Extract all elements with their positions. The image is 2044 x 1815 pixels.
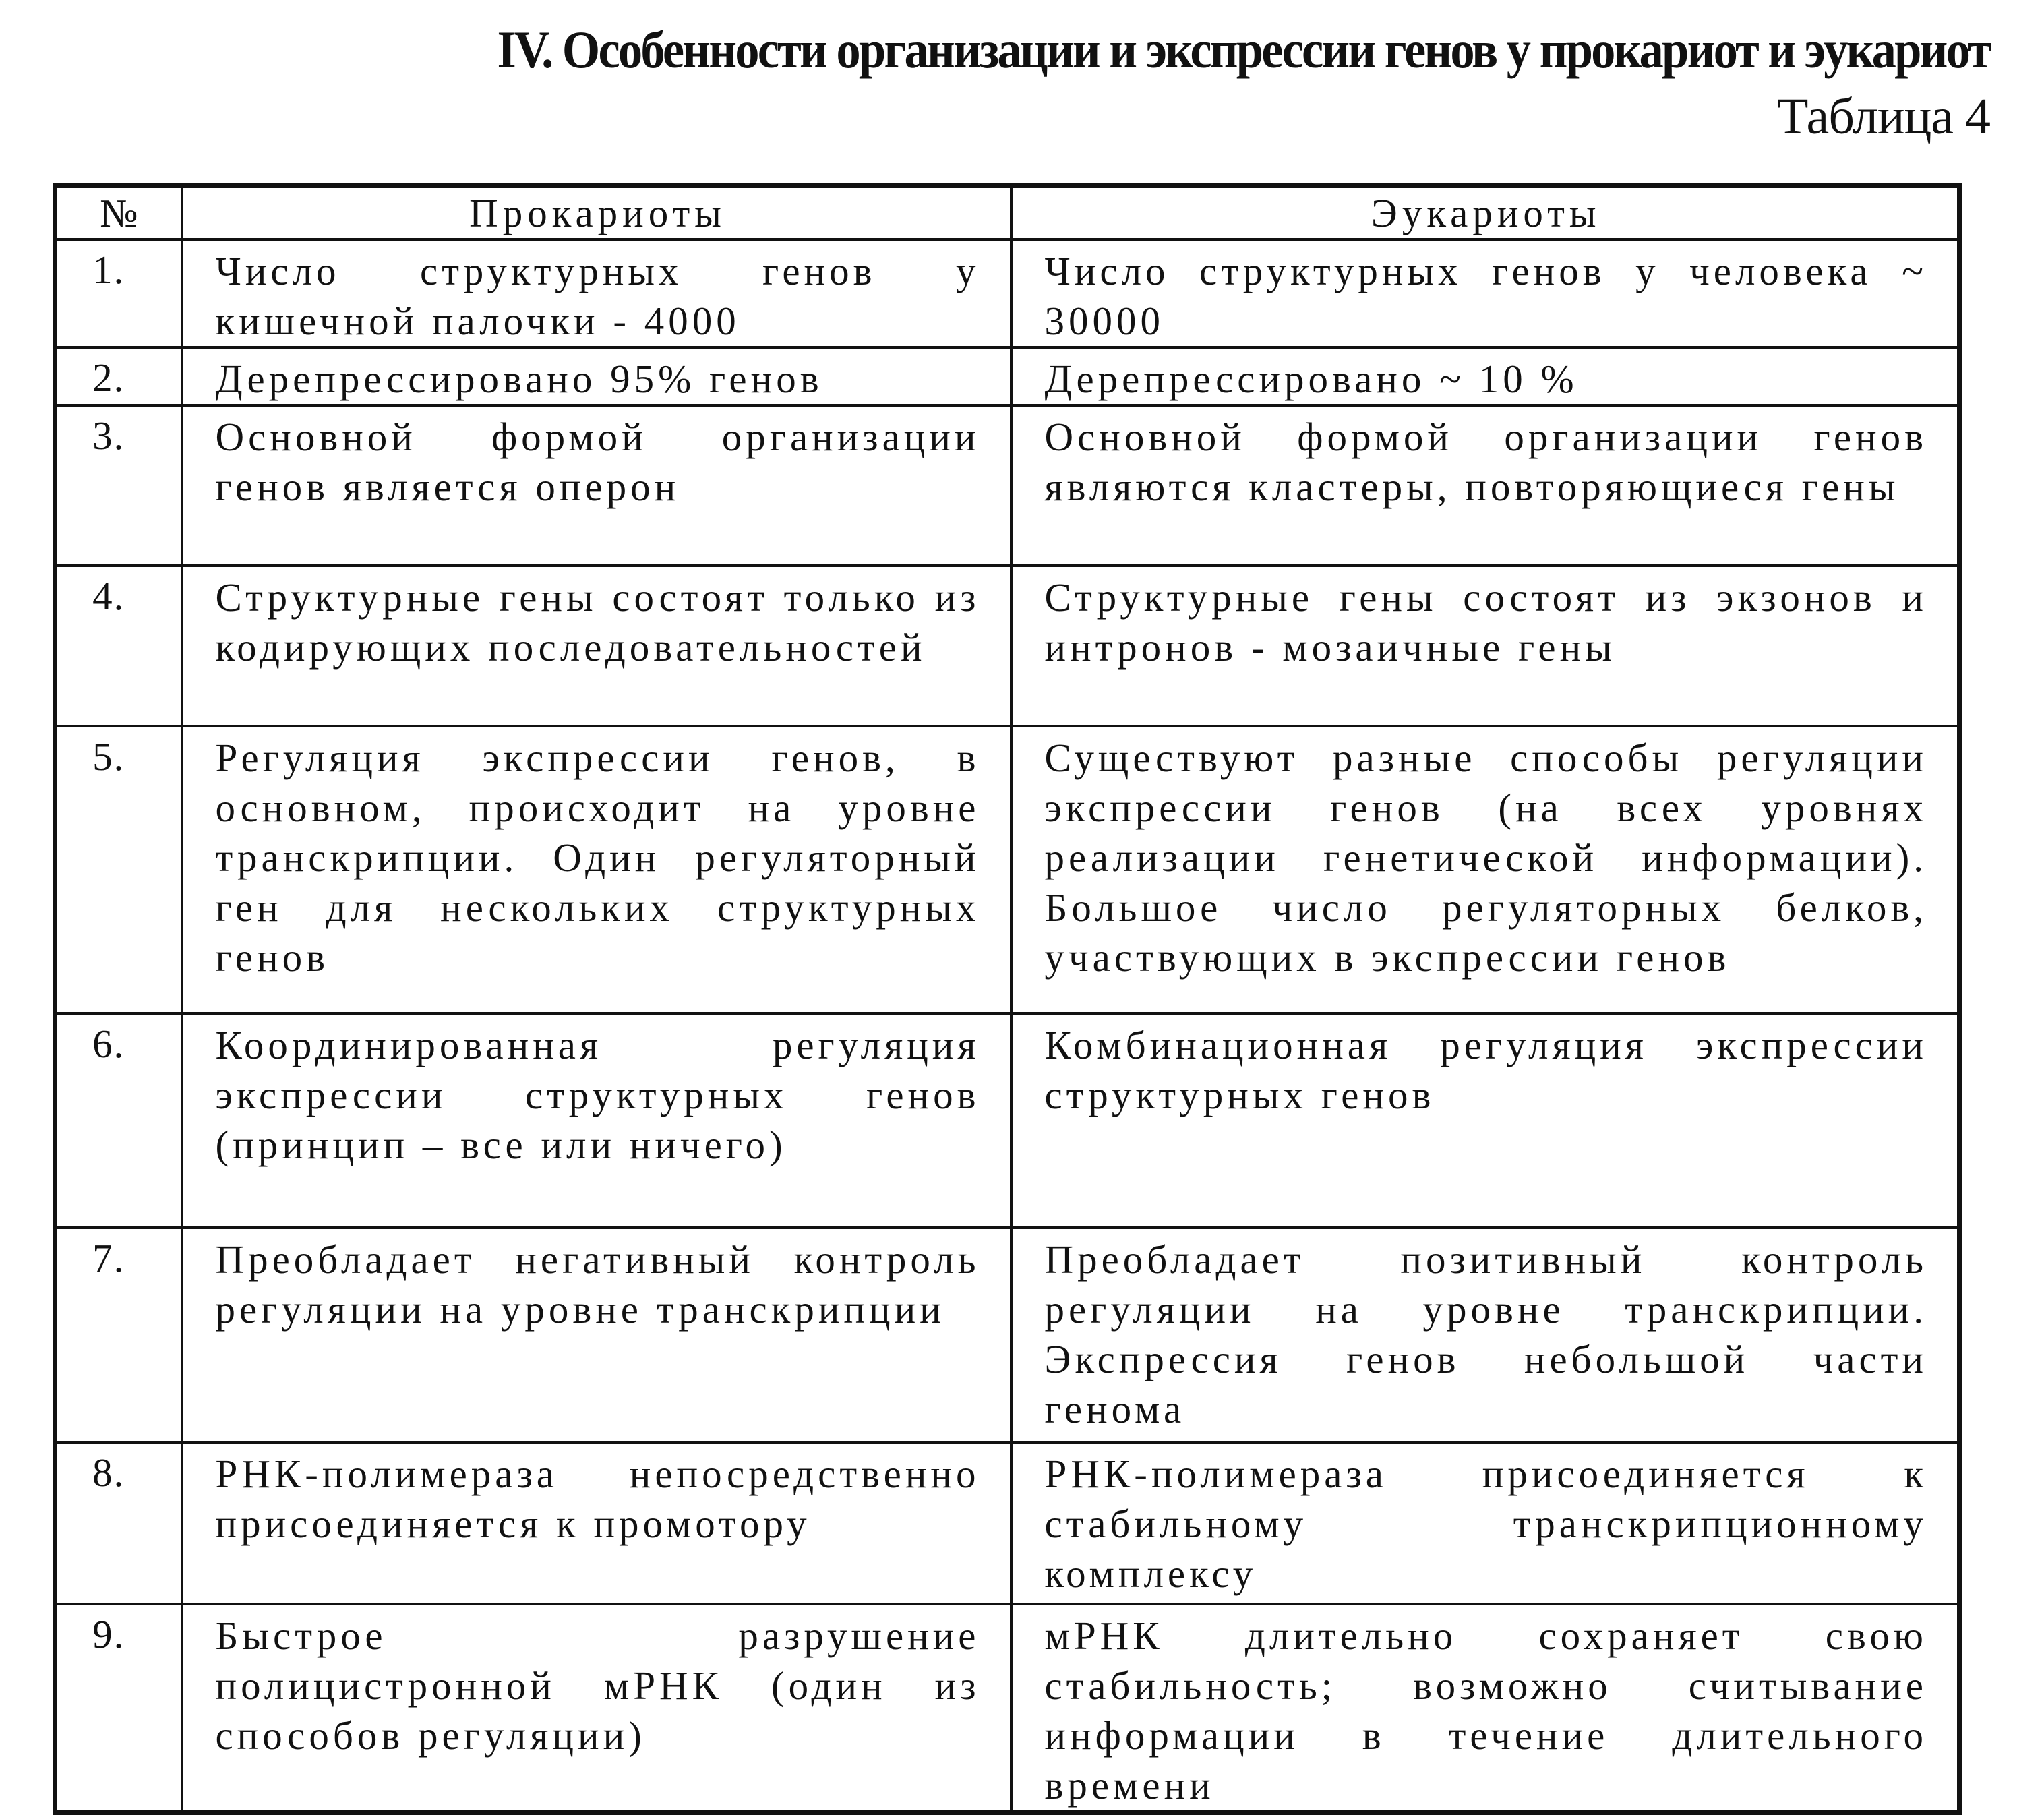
prokaryotes-cell: Основной формой организации генов является оперон	[182, 405, 1011, 566]
eukaryotes-cell: Основной формой организации генов являются кластеры, повторяющиеся гены	[1011, 405, 1960, 566]
row-number: 3.	[55, 405, 182, 566]
table-row	[55, 1228, 1960, 1442]
prokaryotes-cell: Координированная регуляция экспрессии структурных генов (принцип – все или ничего)	[182, 1013, 1011, 1228]
row-number: 8.	[55, 1442, 182, 1604]
prokaryotes-cell: Дерепрессировано 95% генов	[182, 347, 1011, 405]
row-number: 4.	[55, 566, 182, 726]
row-number: 1.	[55, 239, 182, 347]
eukaryotes-cell: Число структурных генов у человека ~ 30000	[1011, 239, 1960, 347]
eukaryotes-cell: Дерепрессировано ~ 10 %	[1011, 347, 1960, 405]
prokaryotes-cell: Регуляция экспрессии генов, в основном, происходит на уровне транскрипции. Один регуляторный ген для нескольких структурных генов	[182, 726, 1011, 1013]
eukaryotes-cell: Преобладает позитивный контроль регуляции на уровне транскрипции. Экспрессия генов небольшой части генома	[1011, 1228, 1960, 1442]
table-row	[55, 405, 1960, 566]
table-caption: Таблица 4	[1776, 88, 1990, 145]
eukaryotes-cell: мРНК длительно сохраняет свою стабильность; возможно считывание информации в течение длительного времени	[1011, 1604, 1960, 1813]
header-number: №	[55, 186, 182, 240]
prokaryotes-cell: Структурные гены состоят только из кодирующих последовательностей	[182, 566, 1011, 726]
eukaryotes-cell: Структурные гены состоят из экзонов и интронов - мозаичные гены	[1011, 566, 1960, 726]
row-number: 9.	[55, 1604, 182, 1813]
header-eukaryotes: Эукариоты	[1011, 186, 1960, 240]
table-row	[55, 347, 1960, 405]
row-number: 7.	[55, 1228, 182, 1442]
eukaryotes-cell: Комбинационная регуляция экспрессии структурных генов	[1011, 1013, 1960, 1228]
table-row	[55, 1442, 1960, 1604]
header-prokaryotes: Прокариоты	[182, 186, 1011, 240]
table-row	[55, 239, 1960, 347]
prokaryotes-cell: Быстрое разрушение полицистронной мРНК (один из способов регуляции)	[182, 1604, 1011, 1813]
table-row	[55, 1604, 1960, 1813]
prokaryotes-cell: Преобладает негативный контроль регуляции на уровне транскрипции	[182, 1228, 1011, 1442]
prokaryotes-cell: РНК-полимераза непосредственно присоединяется к промотору	[182, 1442, 1011, 1604]
comparison-table	[53, 183, 1962, 1815]
table-row	[55, 726, 1960, 1013]
row-number: 5.	[55, 726, 182, 1013]
table-row	[55, 566, 1960, 726]
document-title: IV. Особенности организации и экспрессии генов у прокариот и эукариот	[497, 20, 1990, 79]
table-header-row	[55, 186, 1960, 240]
row-number: 6.	[55, 1013, 182, 1228]
eukaryotes-cell: РНК-полимераза присоединяется к стабильному транскрипционному комплексу	[1011, 1442, 1960, 1604]
row-number: 2.	[55, 347, 182, 405]
table-row	[55, 1013, 1960, 1228]
eukaryotes-cell: Существуют разные способы регуляции экспрессии генов (на всех уровнях реализации генетической информации). Большое число регуляторных белков, участвующих в экспрессии генов	[1011, 726, 1960, 1013]
prokaryotes-cell: Число структурных генов у кишечной палочки - 4000	[182, 239, 1011, 347]
